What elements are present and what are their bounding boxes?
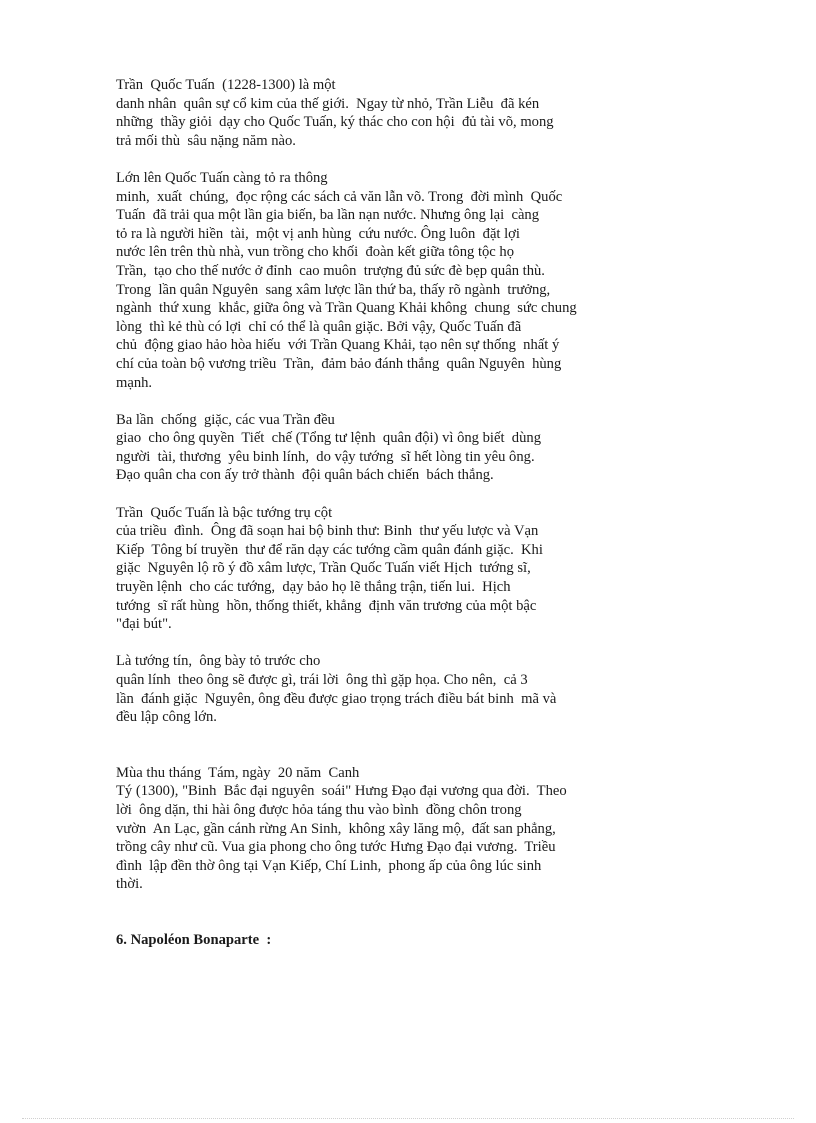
text-line: minh, xuất chúng, đọc rộng các sách cả văn lẫn võ. Trong đời mình Quốc [116, 188, 563, 205]
text-line: những thầy giỏi dạy cho Quốc Tuấn, ký thác cho con hội đủ tài võ, mong [116, 114, 554, 131]
text-line: vườn An Lạc, gần cánh rừng An Sinh, không xây lăng mộ, đất san phẳng, [116, 820, 556, 837]
text-line: mạnh. [116, 374, 153, 391]
page-bottom-divider [22, 1118, 794, 1119]
text-line: lòng thì kẻ thù có lợi chỉ có thể là quân giặc. Bởi vậy, Quốc Tuấn đã [116, 318, 522, 335]
text-line: thời. [116, 876, 143, 893]
text-line: Đạo quân cha con ấy trở thành đội quân bách chiến bách thắng. [116, 467, 494, 484]
text-line: "đại bút". [116, 616, 172, 633]
text-line: Lớn lên Quốc Tuấn càng tỏ ra thông [116, 169, 328, 186]
paragraph-1 [116, 76, 636, 150]
text-line: giao cho ông quyền Tiết chế (Tổng tư lệnh quân đội) vì ông biết dùng [116, 430, 541, 447]
paragraph-6 [116, 764, 636, 894]
text-line: chủ động giao hảo hòa hiếu với Trần Quang Khải, tạo nên sự thống nhất ý [116, 337, 560, 354]
text-line: danh nhân quân sự cổ kim của thế giới. Ngay từ nhỏ, Trần Liễu đã kén [116, 95, 540, 112]
text-line: lời ông dặn, thi hài ông được hỏa táng thu vào bình đồng chôn trong [116, 801, 522, 818]
text-line: quân lính theo ông sẽ được gì, trái lời ông thì gặp họa. Cho nên, cả 3 [116, 672, 528, 688]
text-line: ngành thứ xung khắc, giữa ông và Trần Quang Khải không chung sức chung [116, 300, 577, 317]
paragraph-4 [116, 504, 636, 634]
text-line: Kiếp Tông bí truyền thư để răn dạy các tướng cầm quân đánh giặc. Khi [116, 541, 543, 558]
text-line: nước lên trên thù nhà, vun trồng cho khối đoàn kết giữa tông tộc họ [116, 244, 515, 261]
text-line: người tài, thương yêu binh lính, do vậy tướng sĩ hết lòng tin yêu ông. [116, 448, 535, 465]
section-heading: 6. Napoléon Bonaparte : [116, 931, 272, 948]
paragraph-3 [116, 411, 636, 485]
paragraph-2 [116, 169, 636, 392]
text-line: chí của toàn bộ vương triều Trần, đảm bảo đánh thắng quân Nguyên hùng [116, 355, 562, 372]
text-line: Là tướng tín, ông bày tỏ trước cho [116, 653, 321, 670]
text-line: trồng cây như cũ. Vua gia phong cho ông tước Hưng Đạo đại vương. Triều [116, 839, 556, 856]
text-line: của triều đình. Ông đã soạn hai bộ binh thư: Binh thư yếu lược và Vạn [116, 523, 539, 540]
text-line: trả mối thù sâu nặng năm nào. [116, 132, 296, 149]
text-line: đình lập đền thờ ông tại Vạn Kiếp, Chí Linh, phong ấp của ông lúc sinh [116, 857, 542, 874]
text-line: lần đánh giặc Nguyên, ông đều được giao trọng trách điều bát binh mã và [116, 690, 557, 707]
text-line: đều lập công lớn. [116, 709, 217, 726]
text-line: tướng sĩ rất hùng hồn, thống thiết, khẳng định văn trương của một bậc [116, 597, 537, 614]
text-line: giặc Nguyên lộ rõ ý đồ xâm lược, Trần Quốc Tuấn viết Hịch tướng sĩ, [116, 560, 531, 577]
text-line: Mùa thu tháng Tám, ngày 20 năm Canh [116, 764, 360, 781]
text-line: Trần Quốc Tuấn là bậc tướng trụ cột [116, 504, 333, 521]
text-line: Trần, tạo cho thế nước ở đỉnh cao muôn trượng đủ sức đè bẹp quân thù. [116, 262, 545, 279]
text-line: Trong lần quân Nguyên sang xâm lược lần thứ ba, thấy rõ ngành trưởng, [116, 281, 551, 298]
text-line: Ba lần chống giặc, các vua Trần đều [116, 411, 335, 428]
text-line: Trần Quốc Tuấn (1228-1300) là một [116, 77, 336, 93]
text-line: truyền lệnh cho các tướng, dạy bảo họ lẽ thắng trận, tiến lui. Hịch [116, 579, 511, 596]
document-body [116, 76, 636, 950]
paragraph-5 [116, 652, 636, 726]
text-line: Tuấn đã trải qua một lần gia biến, ba lần nạn nước. Nhưng ông lại càng [116, 207, 540, 224]
text-line: Tý (1300), "Binh Bắc đại nguyên soái" Hưng Đạo đại vương qua đời. Theo [116, 783, 567, 800]
text-line: tỏ ra là người hiền tài, một vị anh hùng cứu nước. Ông luôn đặt lợi [116, 225, 520, 242]
